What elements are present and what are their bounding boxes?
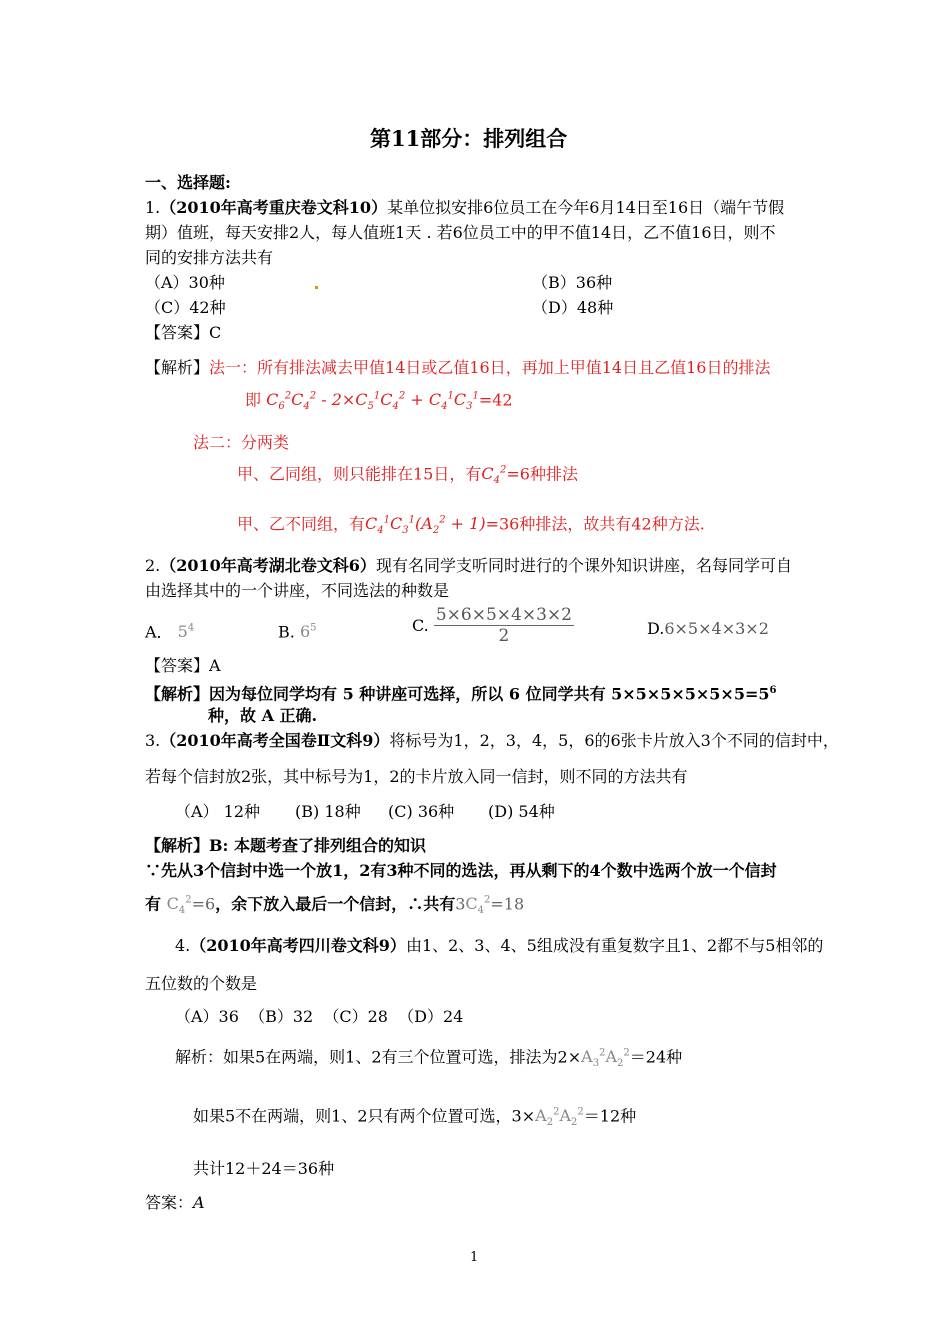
q1-case2-result: =36种排法，故共有42种方法. bbox=[485, 514, 705, 534]
q4-solution-1-result: ＝24种 bbox=[629, 1047, 683, 1067]
q2-option-b-value bbox=[300, 622, 317, 641]
q1-case1-result: =6种排法 bbox=[506, 464, 578, 484]
q4-line1 bbox=[175, 935, 823, 957]
q4-solution-2-text: 如果5不在两端，则1、2只有两个位置可选，3× bbox=[193, 1106, 536, 1126]
q3-formula-c42-b: $C_4^2$ bbox=[465, 894, 491, 917]
q2-analysis-text: 因为每位同学均有 5 种讲座可选择，所以 6 位同学共有 5×5×5×5×5×5=5 bbox=[209, 684, 770, 704]
q2-option-a-base: 5 bbox=[177, 622, 188, 642]
q3-option-a: （A） 12种 bbox=[175, 802, 261, 821]
q3-analysis-head bbox=[145, 835, 426, 857]
q2-option-c-denominator: 2 bbox=[498, 626, 510, 646]
q2-option-a-exp: 4 bbox=[187, 623, 195, 634]
q3-option-c: (C) 36种 bbox=[388, 802, 455, 821]
q4-solution-1 bbox=[175, 1043, 682, 1076]
q2-option-c bbox=[412, 605, 574, 646]
q2-text-1: 现有名同学支听同时进行的个课外知识讲座，名每同学可自 bbox=[375, 556, 792, 575]
q4-answer-value: A bbox=[193, 1193, 205, 1212]
q1-formula-result: =42 bbox=[478, 390, 513, 410]
page-number: 1 bbox=[470, 1250, 479, 1265]
q1-case1-text: 甲、乙同组，则只能排在15日，有 bbox=[237, 464, 482, 484]
q2-option-a-label: A． bbox=[145, 622, 173, 642]
q3-text-1: 将标号为1，2，3，4，5，6的6张卡片放入3个不同的信封中， bbox=[389, 731, 839, 750]
q4-answer-label: 答案： bbox=[145, 1193, 194, 1212]
q1-option-a: （A）30种 bbox=[145, 273, 225, 292]
q4-solution-2-formula: $A_2^2A_2^2$ bbox=[535, 1106, 584, 1129]
q3-formula-c42: $C_4^2$ bbox=[166, 894, 192, 917]
q4-solution-1-text: 解析：如果5在两端，则1、2有三个位置可选，排法为2× bbox=[175, 1047, 582, 1067]
q3-analysis-summary: B: 本题考查了排列组合的知识 bbox=[209, 836, 427, 855]
q1-formula-1 bbox=[245, 386, 513, 419]
q1-answer: 【答案】C bbox=[145, 323, 222, 342]
q2-number: 2. bbox=[145, 556, 161, 575]
q4-solution-2-result: ＝12种 bbox=[583, 1106, 637, 1126]
q4-answer bbox=[145, 1192, 205, 1214]
q1-method1: 法一：所有排法减去甲值14日或乙值16日，再加上甲值14日且乙值16日的排法 bbox=[209, 358, 771, 377]
q1-method2: 法二：分两类 bbox=[193, 433, 290, 452]
q3-line1 bbox=[145, 730, 839, 752]
q1-text-1: 某单位拟安排6位员工在今年6月14日至16日（端午节假 bbox=[387, 198, 785, 217]
q1-text-3: 同的安排方法共有 bbox=[145, 248, 274, 267]
q1-text-2: 期）值班，每天安排2人，每人值班1天 . 若6位员工中的甲不值14日，乙不值16日，则不 bbox=[145, 223, 776, 242]
q2-analysis-line2: 种，故 A 正确. bbox=[208, 706, 318, 725]
q4-text-1: 由1、2、3、4、5组成没有重复数字且1、2都不与5相邻的 bbox=[405, 936, 824, 955]
q2-option-d-value: 6×5×4×3×2 bbox=[664, 619, 769, 638]
q2-option-c-numerator: 5×6×5×4×3×2 bbox=[435, 605, 572, 625]
q1-case2 bbox=[237, 510, 705, 543]
q2-option-b-base: 6 bbox=[299, 622, 311, 642]
q1-case1 bbox=[237, 460, 578, 493]
q1-combination-formula: $C_6^2C_4^2 - 2\times C_5^1C_4^2 + C_4^1C_3^1$ bbox=[266, 390, 479, 413]
q1-source: （2010年高考重庆卷文科10） bbox=[160, 198, 388, 217]
q3-formula-total: =18 bbox=[490, 894, 525, 914]
q3-source: （2010年高考全国卷Ⅱ文科9） bbox=[160, 731, 390, 750]
q1-analysis-line bbox=[145, 357, 770, 379]
q2-option-a bbox=[145, 618, 194, 643]
q3-text-2: 若每个信封放2张，其中标号为1，2的卡片放入同一信封，则不同的方法共有 bbox=[145, 767, 688, 786]
q3-number: 3. bbox=[145, 731, 161, 750]
page-title: 第11部分：排列组合 bbox=[370, 126, 568, 151]
q2-source: （2010年高考湖北卷文科6） bbox=[160, 556, 376, 575]
q2-option-a-value bbox=[178, 622, 195, 641]
q1-case1-formula: $C_4^2$ bbox=[481, 464, 507, 487]
q1-analysis-label: 【解析】 bbox=[145, 358, 210, 377]
q3-formula-c42-result: =6 bbox=[191, 894, 216, 914]
q3-formula-coef: 3 bbox=[455, 894, 466, 914]
q1-formula-prefix: 即 bbox=[245, 390, 262, 410]
q1-option-d: （D）48种 bbox=[532, 298, 614, 317]
q4-solution-2 bbox=[193, 1102, 636, 1135]
q2-text-2: 由选择其中的一个讲座，不同选法的种数是 bbox=[145, 581, 450, 600]
q4-solution-3: 共计12＋24＝36种 bbox=[193, 1159, 335, 1178]
q3-option-b: (B) 18种 bbox=[295, 802, 361, 821]
q4-number: 4. bbox=[175, 936, 191, 955]
q3-analysis-2a: 有 bbox=[145, 894, 162, 914]
q2-option-b bbox=[278, 618, 317, 643]
q4-options: （A）36 （B）32 （C）28 （D）24 bbox=[175, 1007, 464, 1026]
q2-option-d bbox=[647, 618, 769, 640]
q2-option-c-fraction bbox=[434, 605, 574, 646]
q2-option-b-label: B. bbox=[278, 622, 295, 642]
q1-number: 1. bbox=[145, 198, 161, 217]
q1-option-c: （C）42种 bbox=[145, 298, 226, 317]
q4-text-2: 五位数的个数是 bbox=[145, 974, 258, 993]
q1-case2-formula: $C_4^1C_3^1(A_2^2 + 1)$ bbox=[365, 514, 486, 537]
q2-analysis-label: 【解析】 bbox=[145, 684, 210, 704]
q3-analysis-2c: ，余下放入最后一个信封，∴共有 bbox=[215, 894, 456, 914]
q2-answer: 【答案】A bbox=[145, 656, 221, 675]
q3-option-d: (D) 54种 bbox=[488, 802, 555, 821]
q2-analysis-line1 bbox=[145, 680, 776, 705]
stray-dot bbox=[315, 286, 318, 289]
q4-source: （2010年高考四川卷文科9） bbox=[190, 936, 406, 955]
q3-analysis-label: 【解析】 bbox=[145, 836, 210, 855]
q1-line1 bbox=[145, 197, 784, 219]
q1-case2-text: 甲、乙不同组，有 bbox=[237, 514, 366, 534]
q2-option-b-exp: 5 bbox=[310, 623, 317, 634]
q2-option-c-label: C. bbox=[412, 616, 429, 635]
q1-option-b: （B）36种 bbox=[532, 273, 613, 292]
q2-analysis-exp: 6 bbox=[769, 685, 777, 696]
q2-option-d-label: D. bbox=[647, 619, 665, 638]
q4-solution-1-formula: $A_3^2A_2^2$ bbox=[581, 1047, 630, 1070]
q2-line1 bbox=[145, 555, 792, 577]
section-heading: 一、选择题: bbox=[145, 173, 231, 192]
q3-analysis-1: ∵先从3个信封中选一个放1，2有3种不同的选法，再从剩下的4个数中选两个放一个信封 bbox=[145, 861, 777, 880]
q3-analysis-2 bbox=[145, 890, 524, 923]
